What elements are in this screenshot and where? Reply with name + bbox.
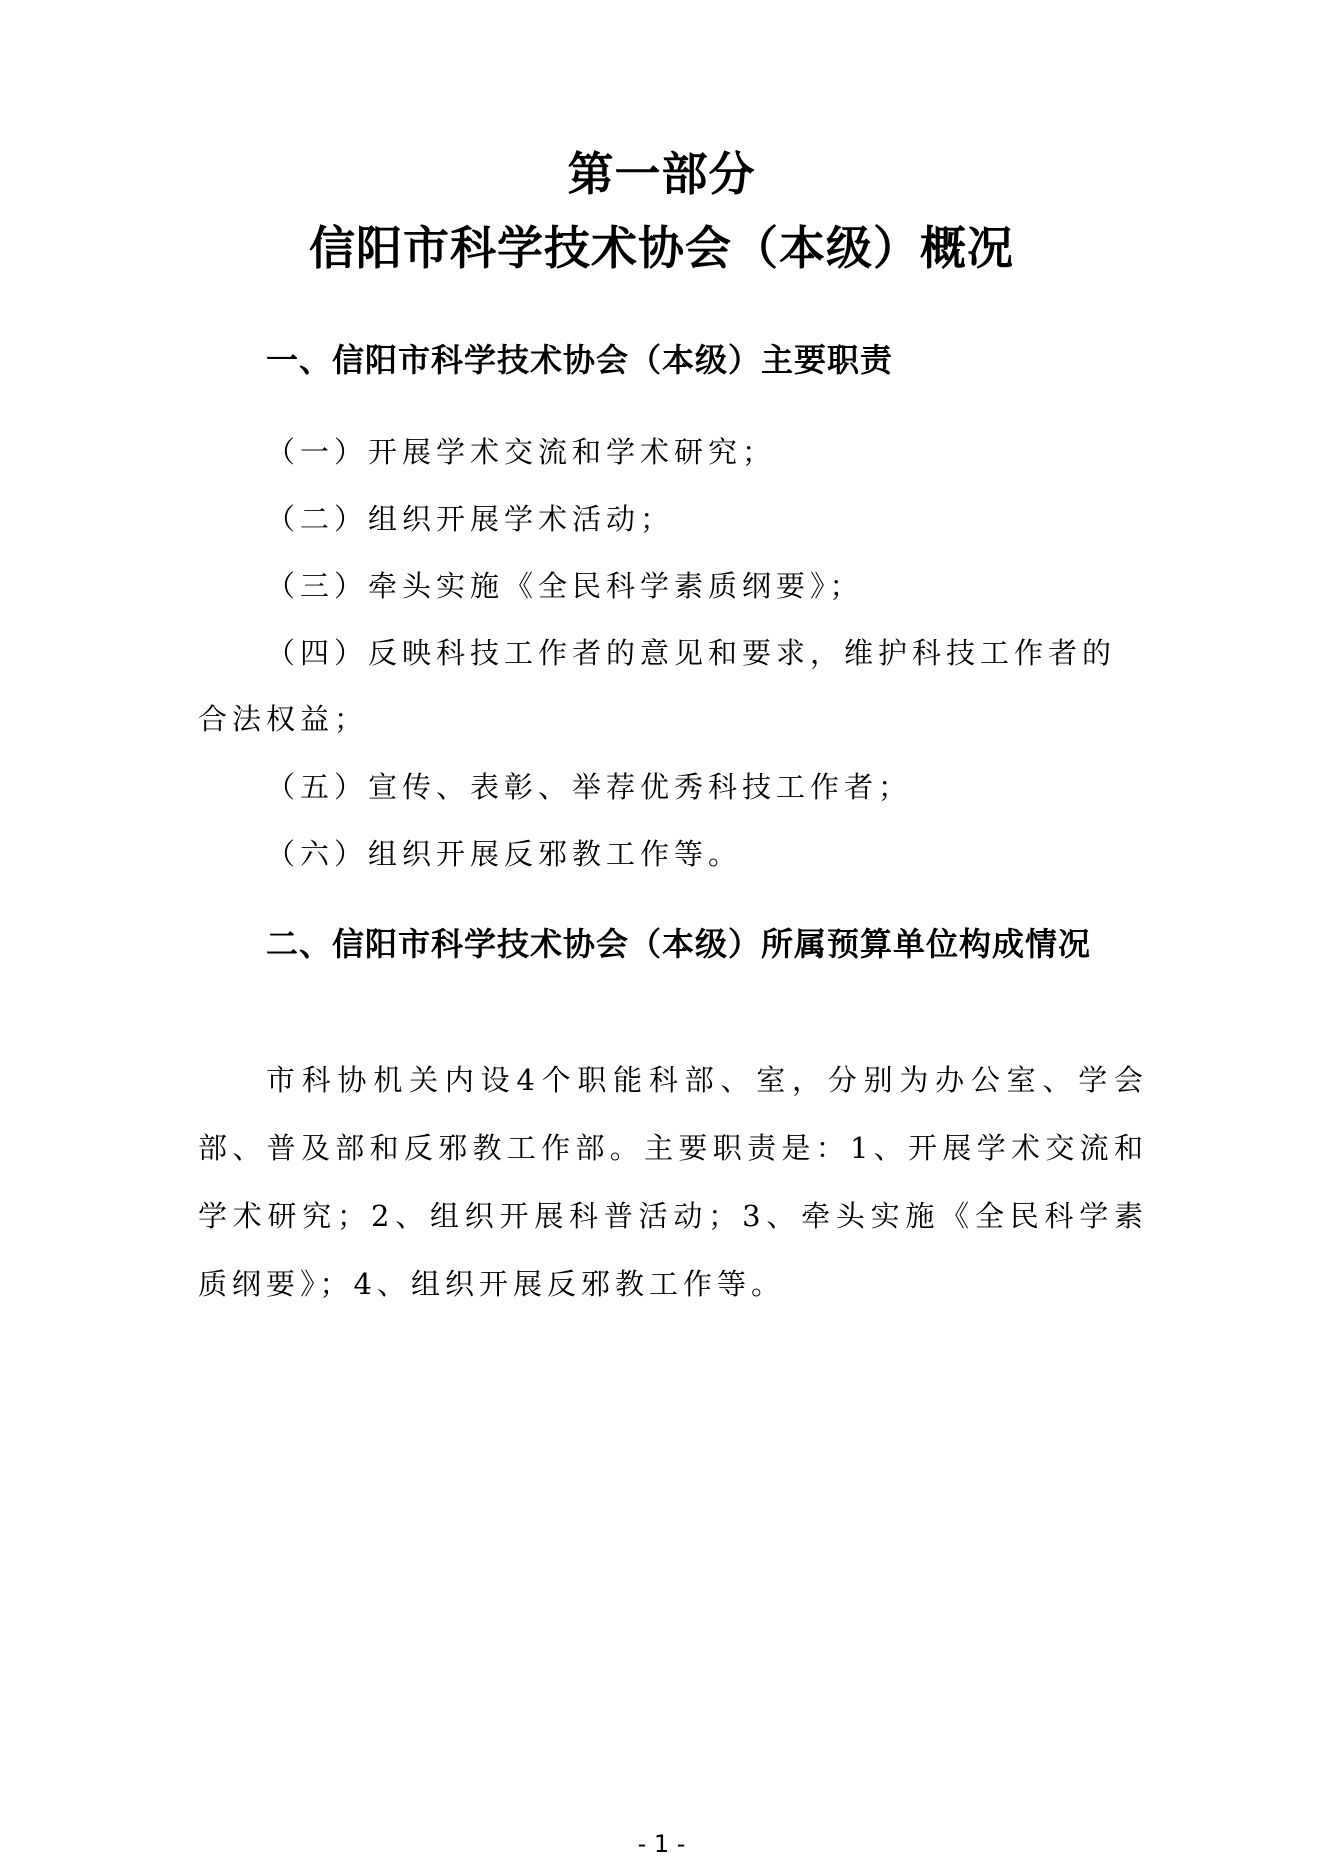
list-item: （一）开展学术交流和学术研究； [266, 435, 777, 469]
section-heading-budget-units: 二、信阳市科学技术协会（本级）所属预算单位构成情况 [266, 925, 1092, 963]
section-heading-responsibilities: 一、信阳市科学技术协会（本级）主要职责 [266, 341, 894, 379]
list-item: （五）宣传、表彰、举荐优秀科技工作者； [266, 770, 913, 804]
list-item: （二）组织开展学术活动； [266, 502, 675, 536]
list-item: （六）组织开展反邪教工作等。 [266, 837, 743, 871]
page-number: - 1 - [637, 1830, 686, 1858]
document-title: 信阳市科学技术协会（本级）概况 [309, 221, 1014, 275]
list-item: （四）反映科技工作者的意见和要求，维护科技工作者的合法权益； [198, 636, 1117, 736]
body-paragraph: 市科协机关内设4个职能科部、室，分别为办公室、学会部、普及部和反邪教工作部。主要职责是：1、开展学术交流和学术研究；2、组织开展科普活动；3、牵头实施《全民科学素质纲要》；4、组织开展反邪教工作等。 [198, 1063, 1148, 1301]
part-title: 第一部分 [567, 147, 756, 201]
list-item: （三）牵头实施《全民科学素质纲要》； [266, 569, 864, 603]
